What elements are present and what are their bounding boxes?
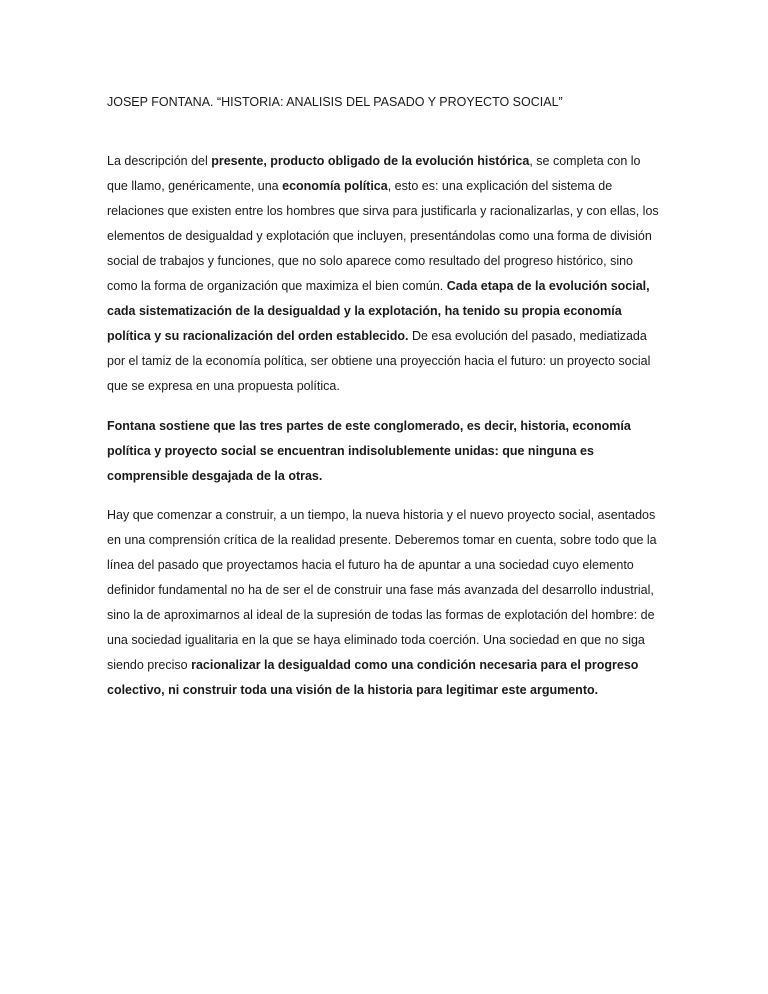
paragraph-1 xyxy=(107,149,661,399)
text-segment: De esa evolución del pasado, mediatizada por el tamiz de la economía política, ser obtiene una proyección hacia el futuro: un proyecto social que se expresa en una propuesta política. xyxy=(107,329,651,393)
text-segment-bold: presente, producto obligado de la evolución histórica xyxy=(211,154,530,168)
paragraph-3 xyxy=(107,503,661,703)
text-segment: La descripción del xyxy=(107,154,212,168)
paragraph-2 xyxy=(107,414,661,489)
text-segment: , se completa con lo que llamo, genéricamente, una xyxy=(107,154,641,193)
text-segment-bold: Cada etapa de la evolución social, cada sistematización de la desigualdad y la explotación, ha tenido su propia economía política y su racionalización del orden establecido. xyxy=(107,279,650,343)
text-segment-bold: racionalizar la desigualdad como una condición necesaria para el progreso colectivo, ni construir toda una visión de la historia para legitimar este argumento. xyxy=(107,658,639,697)
text-segment: , esto es: una explicación del sistema de relaciones que existen entre los hombres que sirva para justificarla y racionalizarlas, y con ellas, los elementos de desigualdad y explotación que incluyen, presentándolas como una forma de división social de trabajos y funciones, que no solo aparece como resultado del progreso histórico, sino como la forma de organización que maximiza el bien común. xyxy=(107,179,659,293)
text-segment: Hay que comenzar a construir, a un tiempo, la nueva historia y el nuevo proyecto social, asentados en una comprensión crítica de la realidad presente. Deberemos tomar en cuenta, sobre todo que la línea del pasado que proyectamos hacia el futuro ha de apuntar a una sociedad cuyo elemento definidor fundamental no ha de ser el de construir una fase más avanzada del desarrollo industrial, sino la de aproximarnos al ideal de la supresión de todas las formas de explotación del hombre: de una sociedad igualitaria en la que se haya eliminado toda coerción. Una sociedad en que no siga siendo preciso xyxy=(107,508,657,672)
text-segment-bold: economía política xyxy=(282,179,388,193)
text-segment-bold: Fontana sostiene que las tres partes de este conglomerado, es decir, historia, economía política y proyecto social se encuentran indisolublemente unidas: que ninguna es comprensible desgajada de la otras. xyxy=(107,419,631,483)
document-title: JOSEP FONTANA. “HISTORIA: ANALISIS DEL PASADO Y PROYECTO SOCIAL” xyxy=(107,95,563,109)
